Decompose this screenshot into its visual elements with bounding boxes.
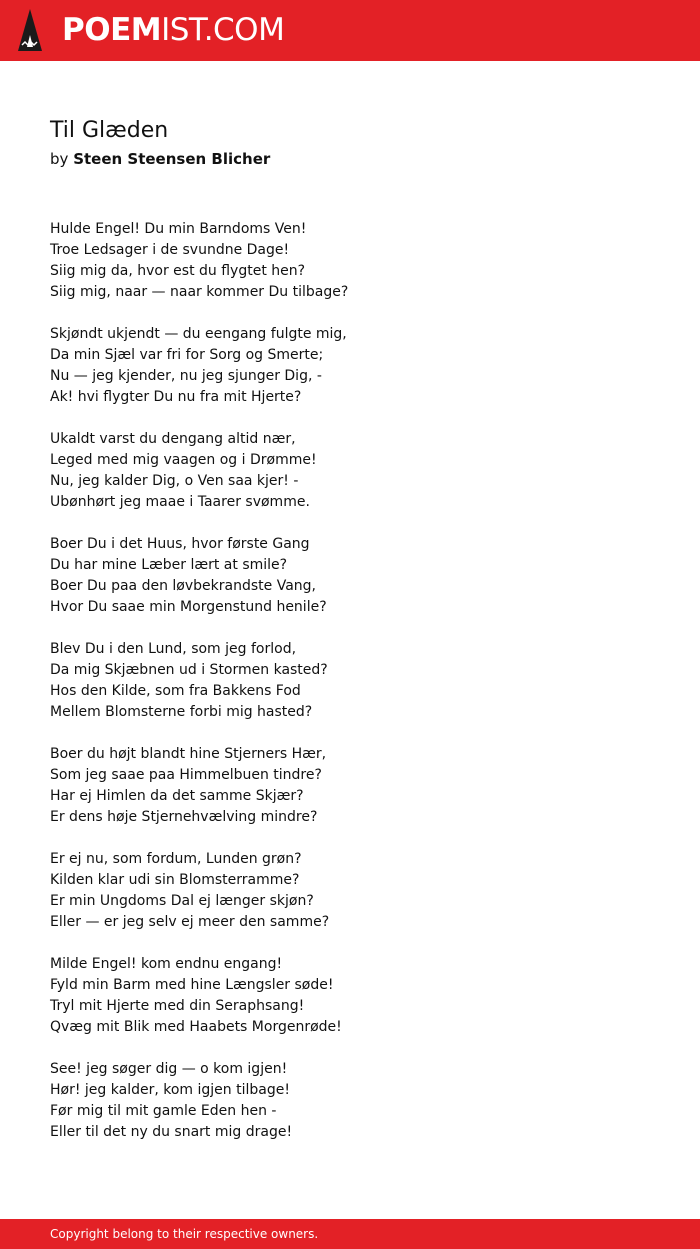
poem-line: Kilden klar udi sin Blomsterramme? [50,872,300,888]
poem-line: Boer Du paa den løvbekrandste Vang, [50,578,316,594]
poem-line: Siig mig da, hvor est du flygtet hen? [50,263,306,279]
author-name: Steen Steensen Blicher [73,150,271,168]
stanza [50,429,650,513]
poem-line: Eller til det ny du snart mig drage! [50,1124,293,1140]
poem-line: Hos den Kilde, som fra Bakkens Fod [50,683,301,699]
stanza [50,954,650,1038]
by-label: by [50,150,69,168]
poem-line: Mellem Blomsterne forbi mig hasted? [50,704,313,720]
poem-line: Skjøndt ukjendt — du eengang fulgte mig, [50,326,347,342]
stanza [50,219,650,303]
site-header [0,0,700,61]
poem-line: Ubønhørt jeg maae i Taarer svømme. [50,494,310,510]
site-footer [0,1219,700,1249]
poem-line: Er dens høje Stjernehvælving mindre? [50,809,318,825]
poem-line: Fyld min Barm med hine Længsler søde! [50,977,334,993]
poem-line: Eller — er jeg selv ej meer den samme? [50,914,330,930]
poem-line: Er min Ungdoms Dal ej længer skjøn? [50,893,314,909]
poem-line: Som jeg saae paa Himmelbuen tindre? [50,767,322,783]
copyright-text: Copyright belong to their respective owners. [50,1227,319,1241]
byline [50,145,650,173]
poem-line: Ak! hvi flygter Du nu fra mit Hjerte? [50,389,302,405]
poem-line: Blev Du i den Lund, som jeg forlod, [50,641,297,657]
poem-line: Tryl mit Hjerte med din Seraphsang! [50,998,305,1014]
stanza [50,1059,650,1143]
poem-line: Før mig til mit gamle Eden hen - [50,1103,277,1119]
logo-bold-text: POEM [62,12,162,48]
poem-line: See! jeg søger dig — o kom igjen! [50,1061,288,1077]
poem-line: Leged med mig vaagen og i Drømme! [50,452,317,468]
poem-line: Hvor Du saae min Morgenstund henile? [50,599,327,615]
poem-line: Da min Sjæl var fri for Sorg og Smerte; [50,347,324,363]
poem-line: Nu, jeg kalder Dig, o Ven saa kjer! - [50,473,299,489]
stanza [50,324,650,408]
poem-line: Du har mine Læber lært at smile? [50,557,288,573]
poem-line: Boer du højt blandt hine Stjerners Hær, [50,746,327,762]
poem-content [50,117,650,1164]
stanza [50,744,650,828]
stanza [50,534,650,618]
stanza [50,849,650,933]
site-logo[interactable] [62,12,284,48]
poem-line: Ukaldt varst du dengang altid nær, [50,431,296,447]
poem-line: Hulde Engel! Du min Barndoms Ven! [50,221,307,237]
poem-line: Hør! jeg kalder, kom igjen tilbage! [50,1082,290,1098]
poem-line: Nu — jeg kjender, nu jeg sjunger Dig, - [50,368,322,384]
poem-line: Da mig Skjæbnen ud i Stormen kasted? [50,662,328,678]
poem-line: Qvæg mit Blik med Haabets Morgenrøde! [50,1019,342,1035]
poem-line: Er ej nu, som fordum, Lunden grøn? [50,851,302,867]
stanza [50,639,650,723]
poem-title: Til Glæden [50,118,169,143]
poem-line: Milde Engel! kom endnu engang! [50,956,283,972]
poem-line: Har ej Himlen da det samme Skjær? [50,788,304,804]
logo-light-text: IST.COM [161,12,285,48]
pencil-tip-icon[interactable] [18,9,42,51]
poem-line: Boer Du i det Huus, hvor første Gang [50,536,310,552]
poem-body [50,219,650,1143]
poem-line: Troe Ledsager i de svundne Dage! [50,242,290,258]
poem-line: Siig mig, naar — naar kommer Du tilbage? [50,284,349,300]
